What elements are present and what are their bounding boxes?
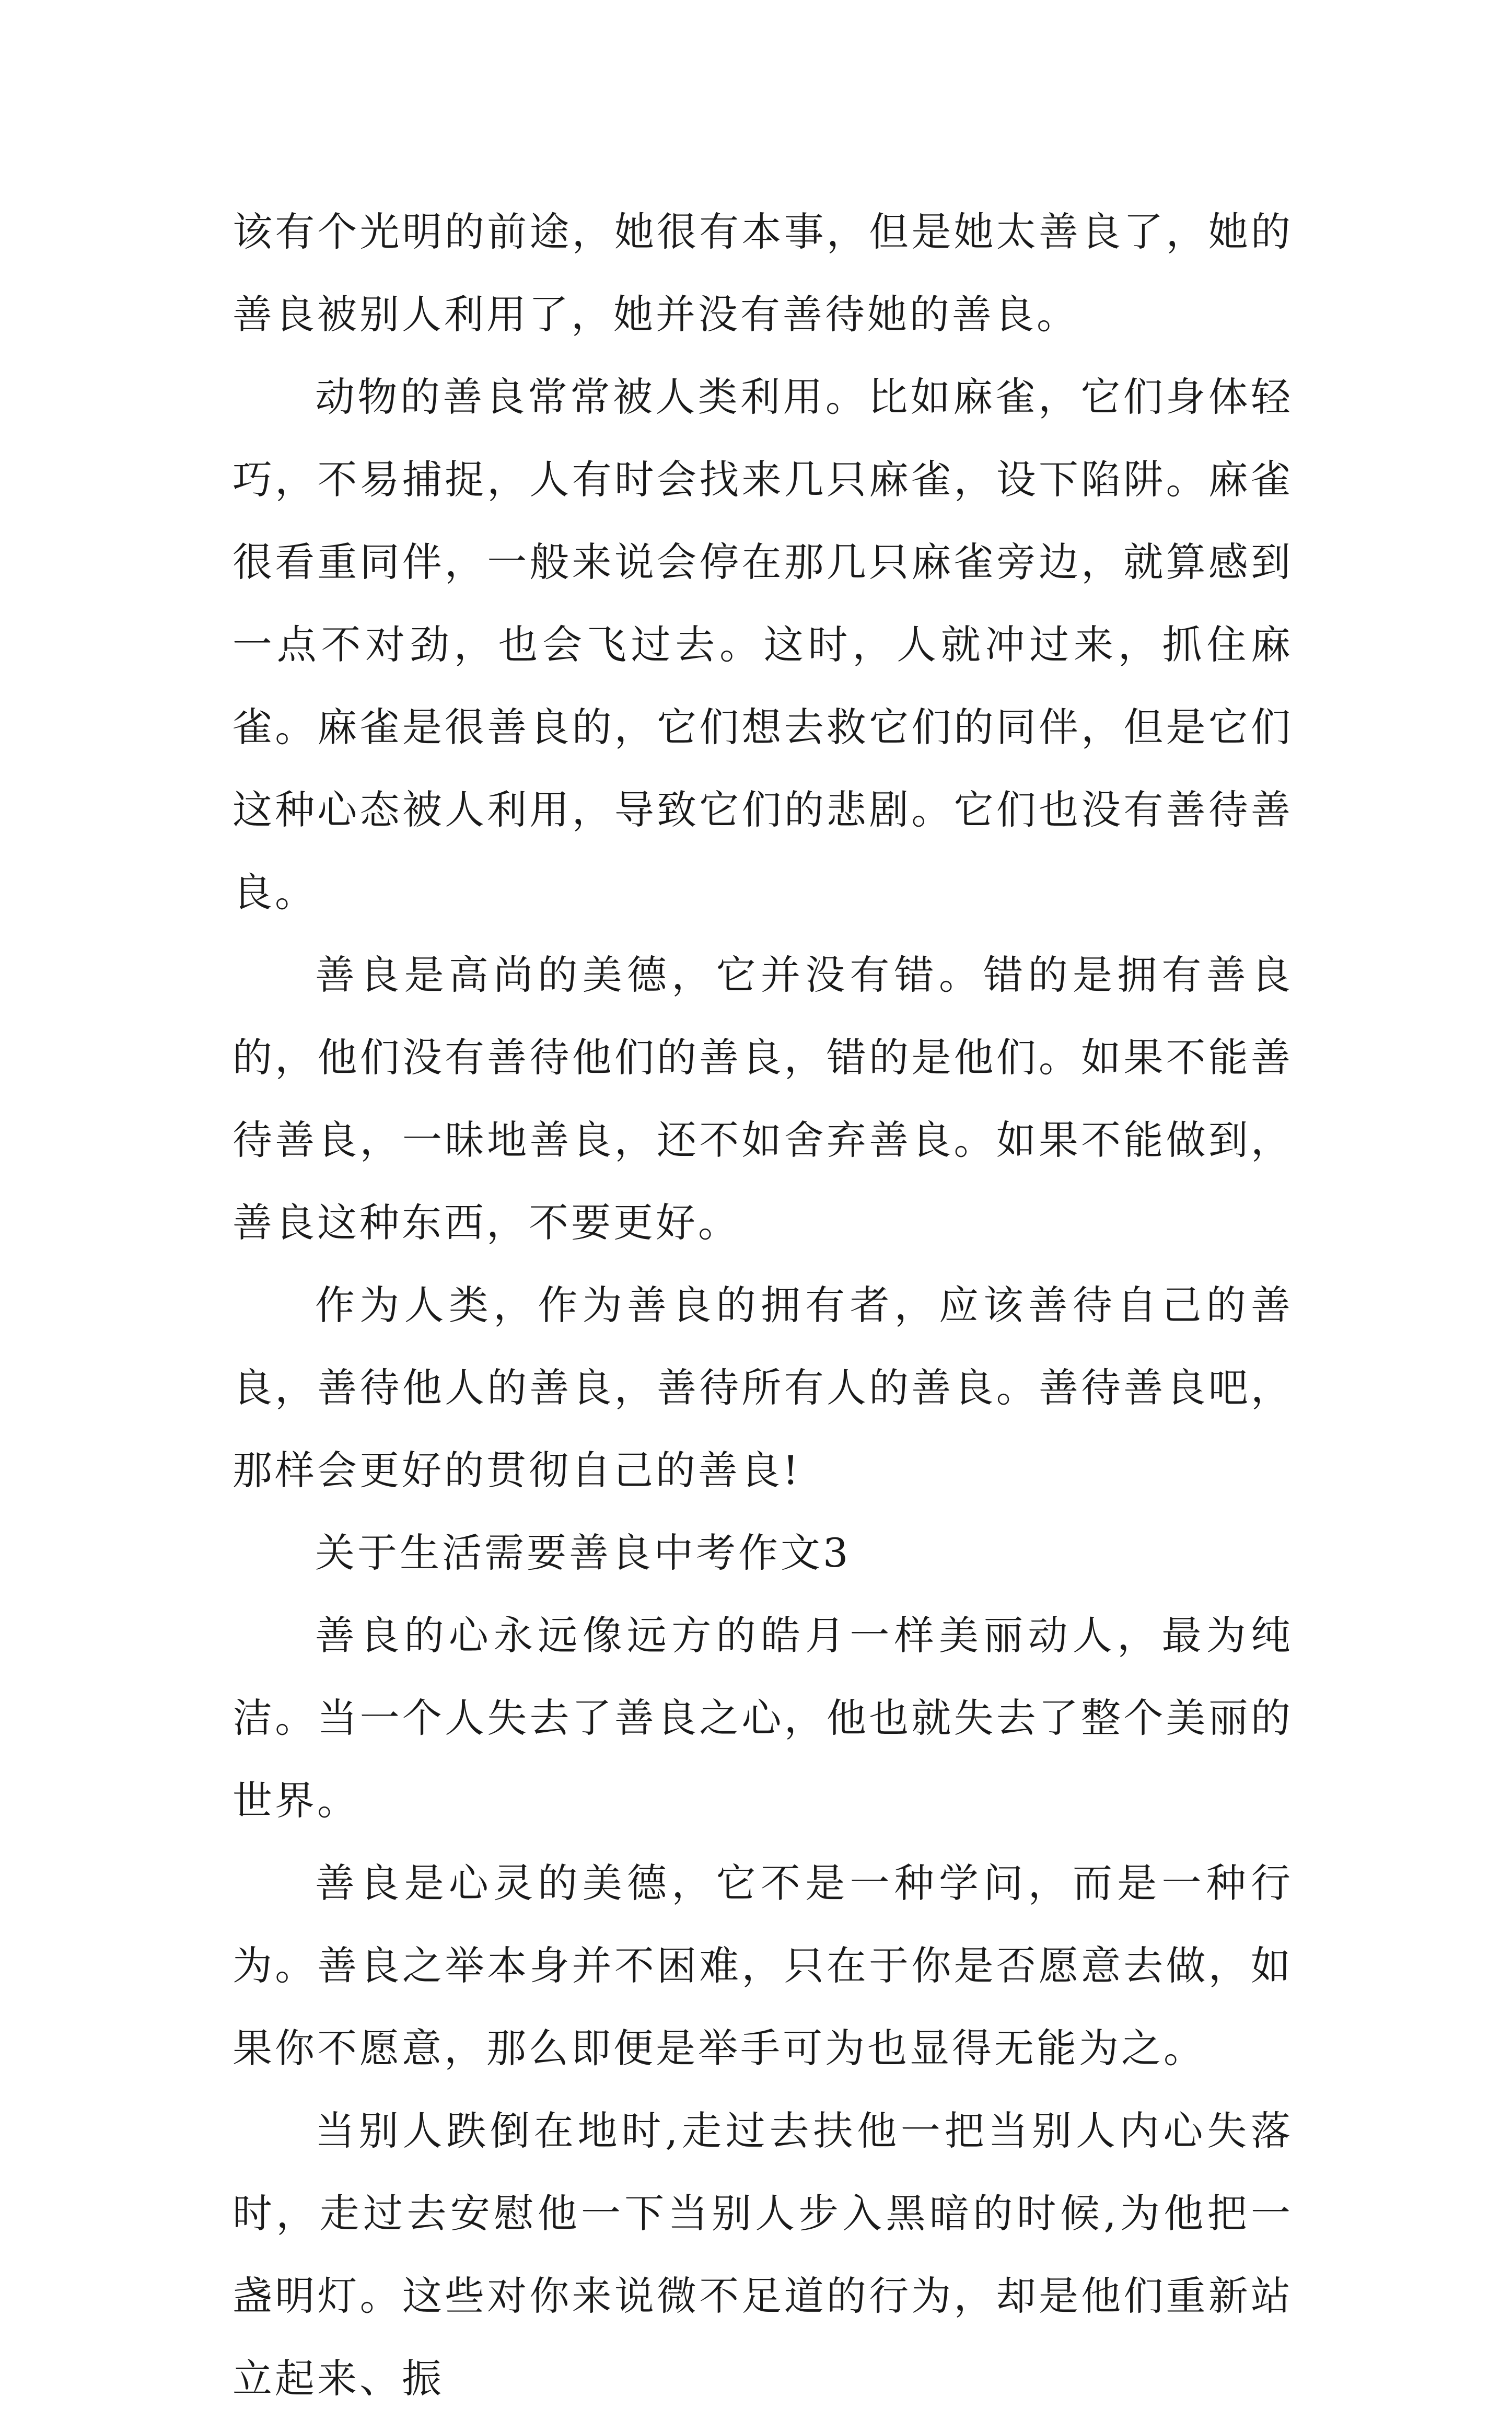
paragraph-continuation: 该有个光明的前途，她很有本事，但是她太善良了，她的善良被别人利用了，她并没有善待她的善良。 — [232, 209, 1293, 338]
paragraph-as-humans: 作为人类，作为善良的拥有者，应该善待自己的善良，善待他人的善良，善待所有人的善良。善待善良吧，那样会更好的贯彻自己的善良! — [232, 1282, 1293, 1493]
paragraph-kindness-virtue: 善良是高尚的美德，它并没有错。错的是拥有善良的，他们没有善待他们的善良，错的是他们。如果不能善待善良，一昧地善良，还不如舍弃善良。如果不能做到，善良这种东西，不要更好。 — [232, 952, 1293, 1246]
paragraph-helping-others: 当别人跌倒在地时,走过去扶他一把当别人内心失落时，走过去安慰他一下当别人步入黑暗的时候,为他把一盏明灯。这些对你来说微不足道的行为，却是他们重新站立起来、振 — [232, 2108, 1293, 2402]
paragraph-heart-virtue: 善良是心灵的美德，它不是一种学问，而是一种行为。善良之举本身并不困难，只在于你是否愿意去做，如果你不愿意，那么即便是举手可为也显得无能为之。 — [232, 1860, 1293, 2071]
paragraph-bright-moon: 善良的心永远像远方的皓月一样美丽动人，最为纯洁。当一个人失去了善良之心，他也就失去了整个美丽的世界。 — [232, 1612, 1293, 1824]
text-column — [232, 191, 1293, 2420]
section-heading: 关于生活需要善良中考作文3 — [315, 1530, 851, 1576]
paragraph-sparrows: 动物的善良常常被人类利用。比如麻雀，它们身体轻巧，不易捕捉，人有时会找来几只麻雀，设下陷阱。麻雀很看重同伴，一般来说会停在那几只麻雀旁边，就算感到一点不对劲，也会飞过去。这时，人就冲过来，抓住麻雀。麻雀是很善良的，它们想去救它们的同伴，但是它们这种心态被人利用，导致它们的悲剧。它们也没有善待善良。 — [232, 374, 1293, 916]
